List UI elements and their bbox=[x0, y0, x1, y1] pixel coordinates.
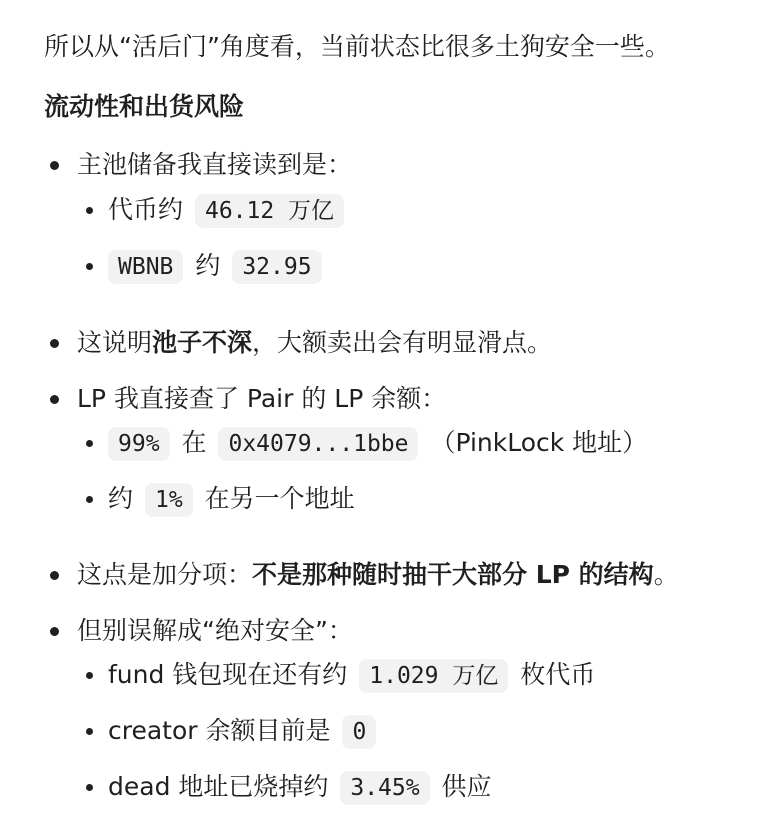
list-item-pool-note bbox=[77, 326, 552, 360]
sub-bullet-icon bbox=[86, 496, 93, 503]
fund-suffix: 枚代币 bbox=[520, 660, 596, 689]
token-prefix: 代币约 bbox=[108, 195, 184, 224]
list-item-caveat bbox=[77, 614, 353, 648]
lp-note2: 在另一个地址 bbox=[204, 484, 355, 513]
plus-bold: 不是那种随时抽干大部分 LP 的结构 bbox=[252, 560, 654, 589]
list-item-token-reserve bbox=[108, 193, 348, 228]
bullet-icon bbox=[50, 627, 59, 636]
list-item-plus bbox=[77, 558, 679, 592]
sub-bullet-icon bbox=[86, 784, 93, 791]
sub-bullet-icon bbox=[86, 728, 93, 735]
dead-prefix: dead 地址已烧掉约 bbox=[108, 772, 329, 801]
sub-bullet-icon bbox=[86, 263, 93, 270]
list-item-fund bbox=[108, 658, 595, 693]
sub-bullet-icon bbox=[86, 207, 93, 214]
lp-prefix2: 约 bbox=[108, 484, 134, 513]
plus-suffix: 。 bbox=[653, 560, 679, 589]
section-heading bbox=[44, 90, 244, 124]
token-reserve-code: 46.12 万亿 bbox=[195, 194, 344, 228]
sub-bullet-icon bbox=[86, 440, 93, 447]
lp-address-code: 0x4079...1bbe bbox=[218, 427, 418, 461]
wbnb-code: WBNB bbox=[108, 250, 183, 284]
lp-mid1: 在 bbox=[181, 428, 207, 457]
list-item-lp-other bbox=[108, 482, 355, 517]
wbnb-reserve-code: 32.95 bbox=[232, 250, 321, 284]
bullet-icon bbox=[50, 161, 59, 170]
creator-value-code: 0 bbox=[342, 715, 376, 749]
caveat-label: 但别误解成“绝对安全”： bbox=[77, 616, 353, 645]
list-item-lp bbox=[77, 382, 446, 416]
lp-note1: （PinkLock 地址） bbox=[430, 428, 648, 457]
sub-bullet-icon bbox=[86, 672, 93, 679]
list-item-dead bbox=[108, 770, 492, 805]
list-item-creator bbox=[108, 714, 380, 749]
creator-prefix: creator 余额目前是 bbox=[108, 716, 331, 745]
pool-note-bold: 池子不深 bbox=[152, 328, 253, 357]
fund-value-code: 1.029 万亿 bbox=[359, 659, 508, 693]
bullet-icon bbox=[50, 395, 59, 404]
heading-text: 流动性和出货风险 bbox=[44, 92, 245, 121]
bullet-icon bbox=[50, 571, 59, 580]
bullet-icon bbox=[50, 339, 59, 348]
intro-paragraph bbox=[44, 30, 670, 64]
lp-pct1-code: 99% bbox=[108, 427, 170, 461]
reserves-label: 主池储备我直接读到是： bbox=[77, 150, 353, 179]
pool-note-suffix: ，大额卖出会有明显滑点。 bbox=[252, 328, 553, 357]
list-item-lp-locked bbox=[108, 426, 647, 461]
list-item-wbnb-reserve bbox=[108, 249, 326, 284]
fund-prefix: fund 钱包现在还有约 bbox=[108, 660, 348, 689]
intro-text: 所以从“活后门”角度看，当前状态比很多土狗安全一些。 bbox=[44, 32, 670, 61]
plus-prefix: 这点是加分项： bbox=[77, 560, 253, 589]
list-item-reserves bbox=[77, 148, 352, 182]
wbnb-mid: 约 bbox=[195, 251, 221, 280]
pool-note-prefix: 这说明 bbox=[77, 328, 153, 357]
lp-pct2-code: 1% bbox=[145, 483, 193, 517]
lp-label: LP 我直接查了 Pair 的 LP 余额： bbox=[77, 384, 447, 413]
dead-suffix: 供应 bbox=[441, 772, 492, 801]
dead-value-code: 3.45% bbox=[340, 771, 429, 805]
